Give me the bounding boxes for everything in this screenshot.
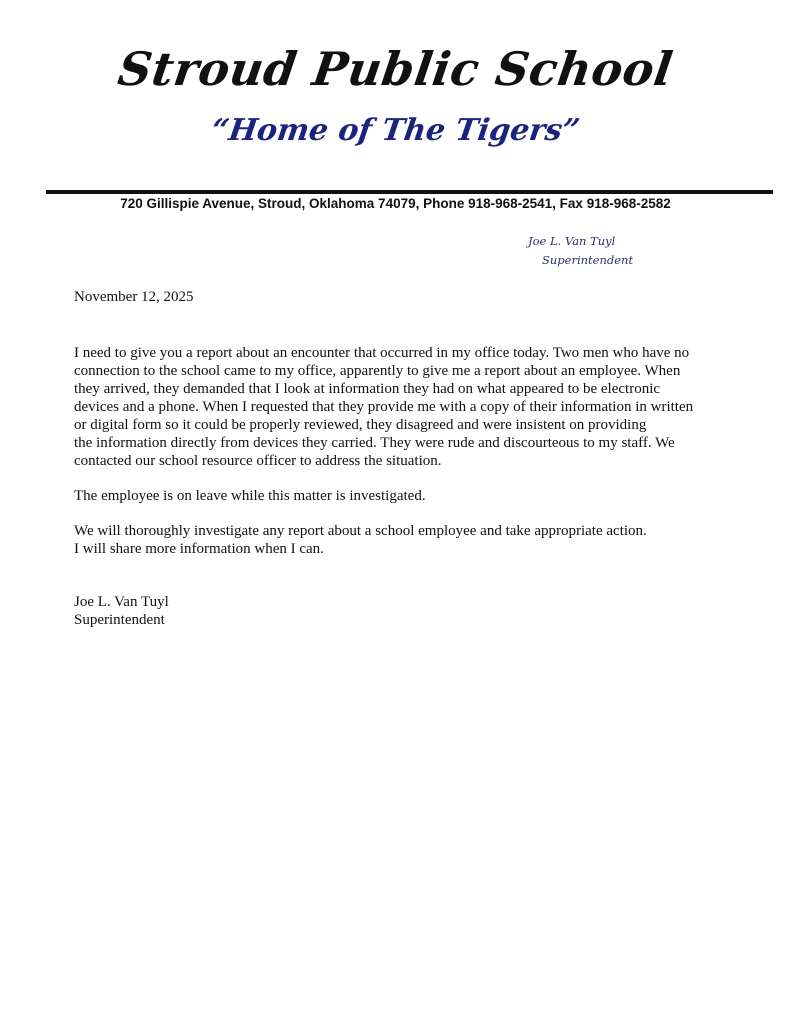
school-name: Stroud Public School [114,42,677,96]
body-line: devices and a phone. When I requested that they provide me with a copy of their information in written [74,399,694,415]
closing-name: Joe L. Van Tuyl [74,594,169,610]
body-line: the information directly from devices they carried. They were rude and discourteous to my staff. We [74,435,675,451]
paragraph-leave [74,487,724,505]
body-line: We will thoroughly investigate any report about a school employee and take appropriate action. [74,523,647,539]
body-line: I will share more information when I can. [74,541,324,557]
body-line: they arrived, they demanded that I look at information they had on what appeared to be electronic [74,381,661,397]
school-address: 720 Gillispie Avenue, Stroud, Oklahoma 74079, Phone 918-968-2541, Fax 918-968-2582 [120,196,671,211]
body-line: connection to the school came to my office, apparently to give me a report about an employee. When [74,363,681,379]
body-line: contacted our school resource officer to address the situation. [74,453,442,469]
body-line: I need to give you a report about an encounter that occurred in my office today. Two men who have no [74,345,690,361]
school-motto: “Home of The Tigers” [209,113,582,148]
closing-title: Superintendent [74,612,165,628]
letter-closing [74,593,169,629]
signature-name: Joe L. Van Tuyl [528,234,616,248]
letter-body [74,344,724,575]
signature-title: Superintendent [542,253,634,267]
header-divider [46,190,773,194]
body-line: or digital form so it could be properly reviewed, they disagreed and were insistent on providing [74,417,647,433]
paragraph-investigate [74,522,724,558]
paragraph-encounter [74,344,724,470]
letter-date: November 12, 2025 [74,289,194,305]
body-line: The employee is on leave while this matter is investigated. [74,488,426,504]
letterhead-signature [528,232,633,270]
